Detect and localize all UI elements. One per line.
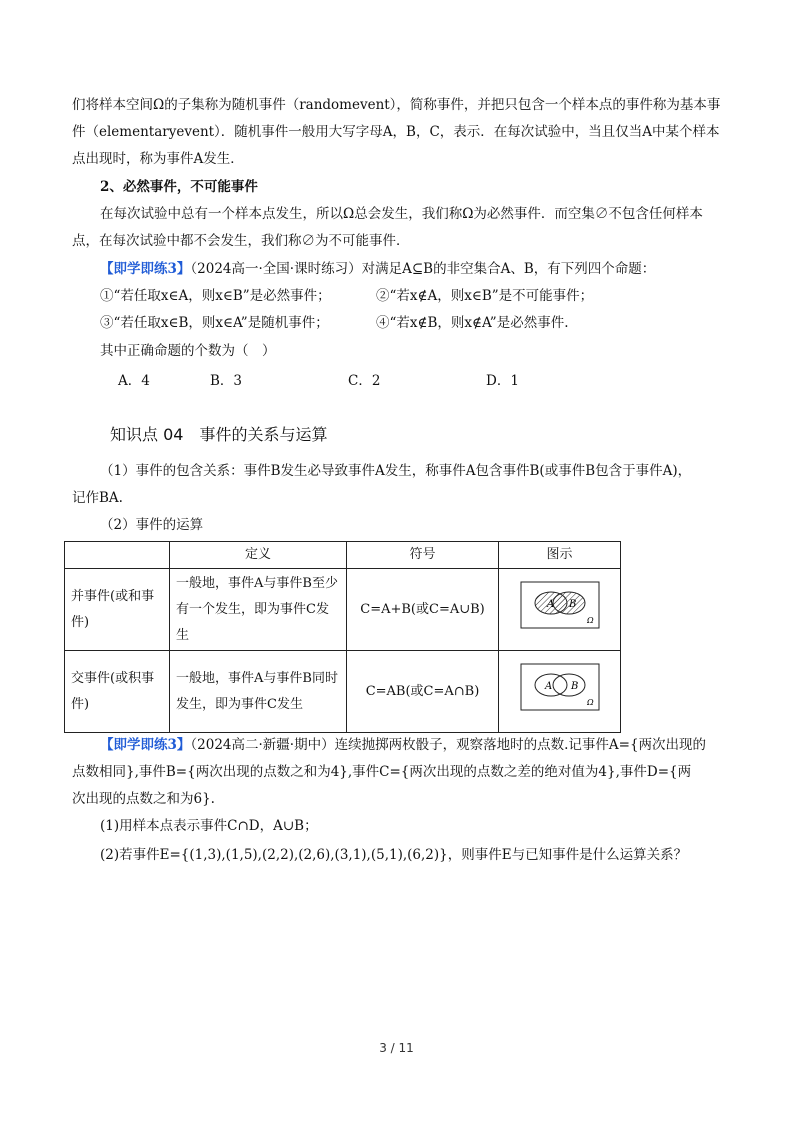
exercise-2-line-3: 次出现的点数之和为6}. <box>72 791 215 807</box>
proposition-1: ①“若任取x∈A，则x∈B”是必然事件； <box>100 288 331 304</box>
option-d: D．1 <box>486 373 519 389</box>
table-cell-name: 交事件(或积事件) <box>65 651 170 733</box>
section-text-line-2: 点，在每次试验中都不会发生，我们称∅为不可能事件． <box>72 233 410 249</box>
venn-label-a: A <box>544 680 552 692</box>
exercise-2-line-2: 点数相同},事件B={两次出现的点数之和为4},事件C={两次出现的点数之差的绝对值为4},事件D={两 <box>72 764 692 780</box>
exercise-tag: 【即学即练3】 <box>100 737 191 753</box>
table-row <box>65 569 621 651</box>
section-text-line-1: 在每次试验中总有一个样本点发生，所以Ω总会发生，我们称Ω为必然事件．而空集∅不包含任何样本 <box>100 206 703 222</box>
venn-label-a: A <box>546 598 554 610</box>
venn-label-omega: Ω <box>586 615 594 625</box>
exercise-2-question-1: (1)用样本点表示事件C∩D，A∪B； <box>100 818 318 834</box>
proposition-2: ②“若x∉A，则x∈B”是不可能事件； <box>376 288 594 304</box>
event-operations-heading: （2）事件的运算 <box>100 517 204 533</box>
option-c: C．2 <box>348 373 381 389</box>
table-cell-definition: 一般地，事件A与事件B至少有一个发生，即为事件C发生 <box>170 569 347 651</box>
table-header-cell: 定义 <box>170 542 347 569</box>
inclusion-relation-line-2: 记作BA. <box>72 490 123 506</box>
venn-label-b: B <box>570 680 578 692</box>
intro-line-1: 们将样本空间Ω的子集称为随机事件（randomevent），简称事件，并把只包含一个样本点的事件称为基本事 <box>72 97 721 113</box>
section-heading-certain-event: 2、必然事件，不可能事件 <box>100 179 258 195</box>
option-a: A．4 <box>118 373 150 389</box>
table-header-cell: 图示 <box>499 542 621 569</box>
exercise-tag: 【即学即练3】 <box>100 261 191 277</box>
table-header-cell <box>65 542 170 569</box>
proposition-3: ③“若任取x∈B，则x∈A”是随机事件； <box>100 315 329 331</box>
venn-label-omega: Ω <box>586 697 594 707</box>
union-venn-diagram <box>520 581 600 629</box>
intro-line-3: 点出现时，称为事件A发生． <box>72 151 244 167</box>
event-operations-table <box>64 541 621 733</box>
page-number: 3 / 11 <box>379 1041 414 1055</box>
table-cell-diagram <box>499 569 621 651</box>
option-b: B．3 <box>210 373 243 389</box>
exercise-1-stem: 【即学即练3】（2024高一·全国·课时练习）对满足A⊆B的非空集合A、B，有下列四个命题： <box>100 261 656 277</box>
table-cell-symbol: C=A+B(或C=A∪B) <box>347 569 499 651</box>
exercise-2-line-1: 【即学即练3】（2024高二·新疆·期中）连续抛掷两枚骰子，观察落地时的点数.记事件A={两次出现的 <box>100 737 707 753</box>
table-cell-symbol: C=AB(或C=A∩B) <box>347 651 499 733</box>
exercise-2-question-2: (2)若事件E={(1,3),(1,5),(2,2),(2,6),(3,1),(5,1),(6,2)}，则事件E与已知事件是什么运算关系？ <box>100 847 688 863</box>
intersection-venn-diagram <box>520 663 600 711</box>
table-cell-name: 并事件(或和事件) <box>65 569 170 651</box>
table-header-row <box>65 542 621 569</box>
knowledge-point-title: 知识点 04 事件的关系与运算 <box>110 425 328 444</box>
table-cell-diagram <box>499 651 621 733</box>
intro-line-2: 件（elementaryevent）．随机事件一般用大写字母A，B，C，表示．在每次试验中，当且仅当A中某个样本 <box>72 124 720 140</box>
proposition-4: ④“若x∉B，则x∉A”是必然事件. <box>376 315 569 331</box>
venn-label-b: B <box>568 598 576 610</box>
table-cell-definition: 一般地，事件A与事件B同时发生，即为事件C发生 <box>170 651 347 733</box>
table-row <box>65 651 621 733</box>
exercise-1-question: 其中正确命题的个数为（ ） <box>100 343 276 359</box>
inclusion-relation-line-1: （1）事件的包含关系：事件B发生必导致事件A发生，称事件A包含事件B(或事件B包含于事件A)， <box>100 463 692 479</box>
table-header-cell: 符号 <box>347 542 499 569</box>
